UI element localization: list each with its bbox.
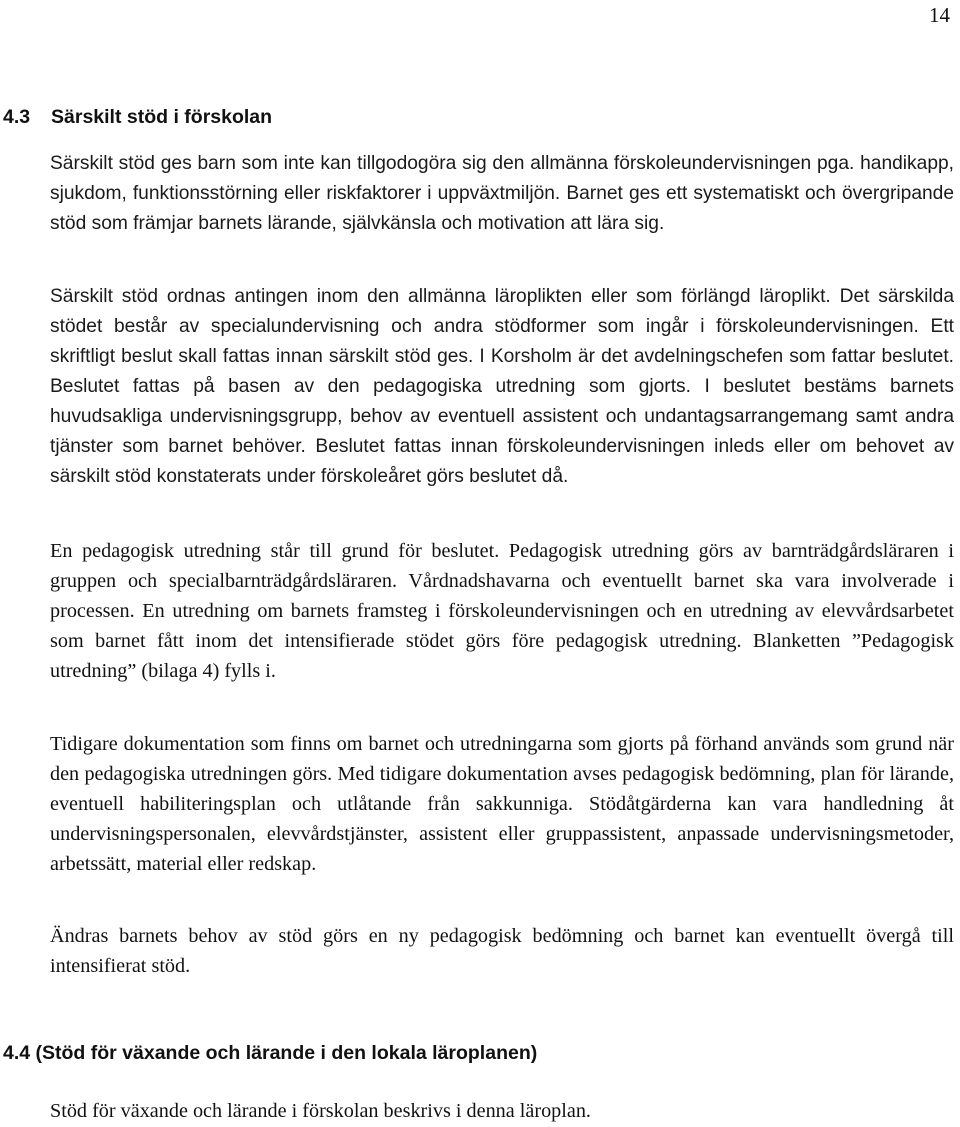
section-heading-4-3 [3, 105, 272, 129]
paragraph-1: Särskilt stöd ges barn som inte kan tillgodogöra sig den allmänna förskoleundervisningen pga. handikapp, sjukdom, funktionsstörning eller riskfaktorer i uppväxtmiljön. Barnet ges ett systematiskt och övergripande stöd som främjar barnets lärande, självkänsla och motivation att lära sig. [50, 153, 954, 234]
page-number: 14 [929, 3, 950, 27]
paragraph-5: Ändras barnets behov av stöd görs en ny pedagogisk bedömning och barnet kan eventuellt övergå till intensifierat stöd. [50, 925, 954, 977]
paragraph-2: Särskilt stöd ordnas antingen inom den allmänna läroplikten eller som förlängd läroplikt. Det särskilda stödet består av specialundervisning och andra stödformer som ingår i förskoleundervisningen. Ett skriftligt beslut skall fattas innan särskilt stöd ges. I Korsholm är det avdelningschefen som fattar beslutet. Beslutet fattas på basen av den pedagogiska utredning som gjorts. I beslutet bestäms barnets huvudsakliga undervisningsgrupp, behov av eventuell assistent och undantagsarrangemang samt andra tjänster som barnet behöver. Beslutet fattas innan förskoleundervisningen inleds eller om behovet av särskilt stöd konstaterats under förskoleåret görs beslutet då. [50, 286, 954, 487]
section-title: Särskilt stöd i förskolan [51, 106, 273, 128]
paragraph-4: Tidigare dokumentation som finns om barnet och utredningarna som gjorts på förhand används som grund när den pedagogiska utredningen görs. Med tidigare dokumentation avses pedagogisk bedömning, plan för lärande, eventuell habiliteringsplan och utlåtande från sakkunniga. Stödåtgärderna kan vara handledning åt undervisningspersonalen, elevvårdstjänster, assistent eller gruppassistent, anpassade undervisningsmetoder, arbetssätt, material eller redskap. [50, 733, 954, 875]
paragraph-6: Stöd för växande och lärande i förskolan beskrivs i denna läroplan. [50, 1100, 591, 1122]
section-number: 4.3 [3, 106, 31, 128]
paragraph-3: En pedagogisk utredning står till grund för beslutet. Pedagogisk utredning görs av barnträdgårdsläraren i gruppen och specialbarnträdgårdsläraren. Vårdnadshavarna och eventuellt barnet ska vara involverade i processen. En utredning om barnets framsteg i förskoleundervisningen och en utredning av elevvårdsarbetet som barnet fått inom det intensifierade stödet görs före pedagogisk utredning. Blanketten ”Pedagogisk utredning” (bilaga 4) fylls i. [50, 540, 954, 682]
section-number: 4.4 [3, 1042, 31, 1064]
section-heading-4-4 [3, 1041, 537, 1065]
section-title: (Stöd för växande och lärande i den lokala läroplanen) [35, 1042, 538, 1064]
